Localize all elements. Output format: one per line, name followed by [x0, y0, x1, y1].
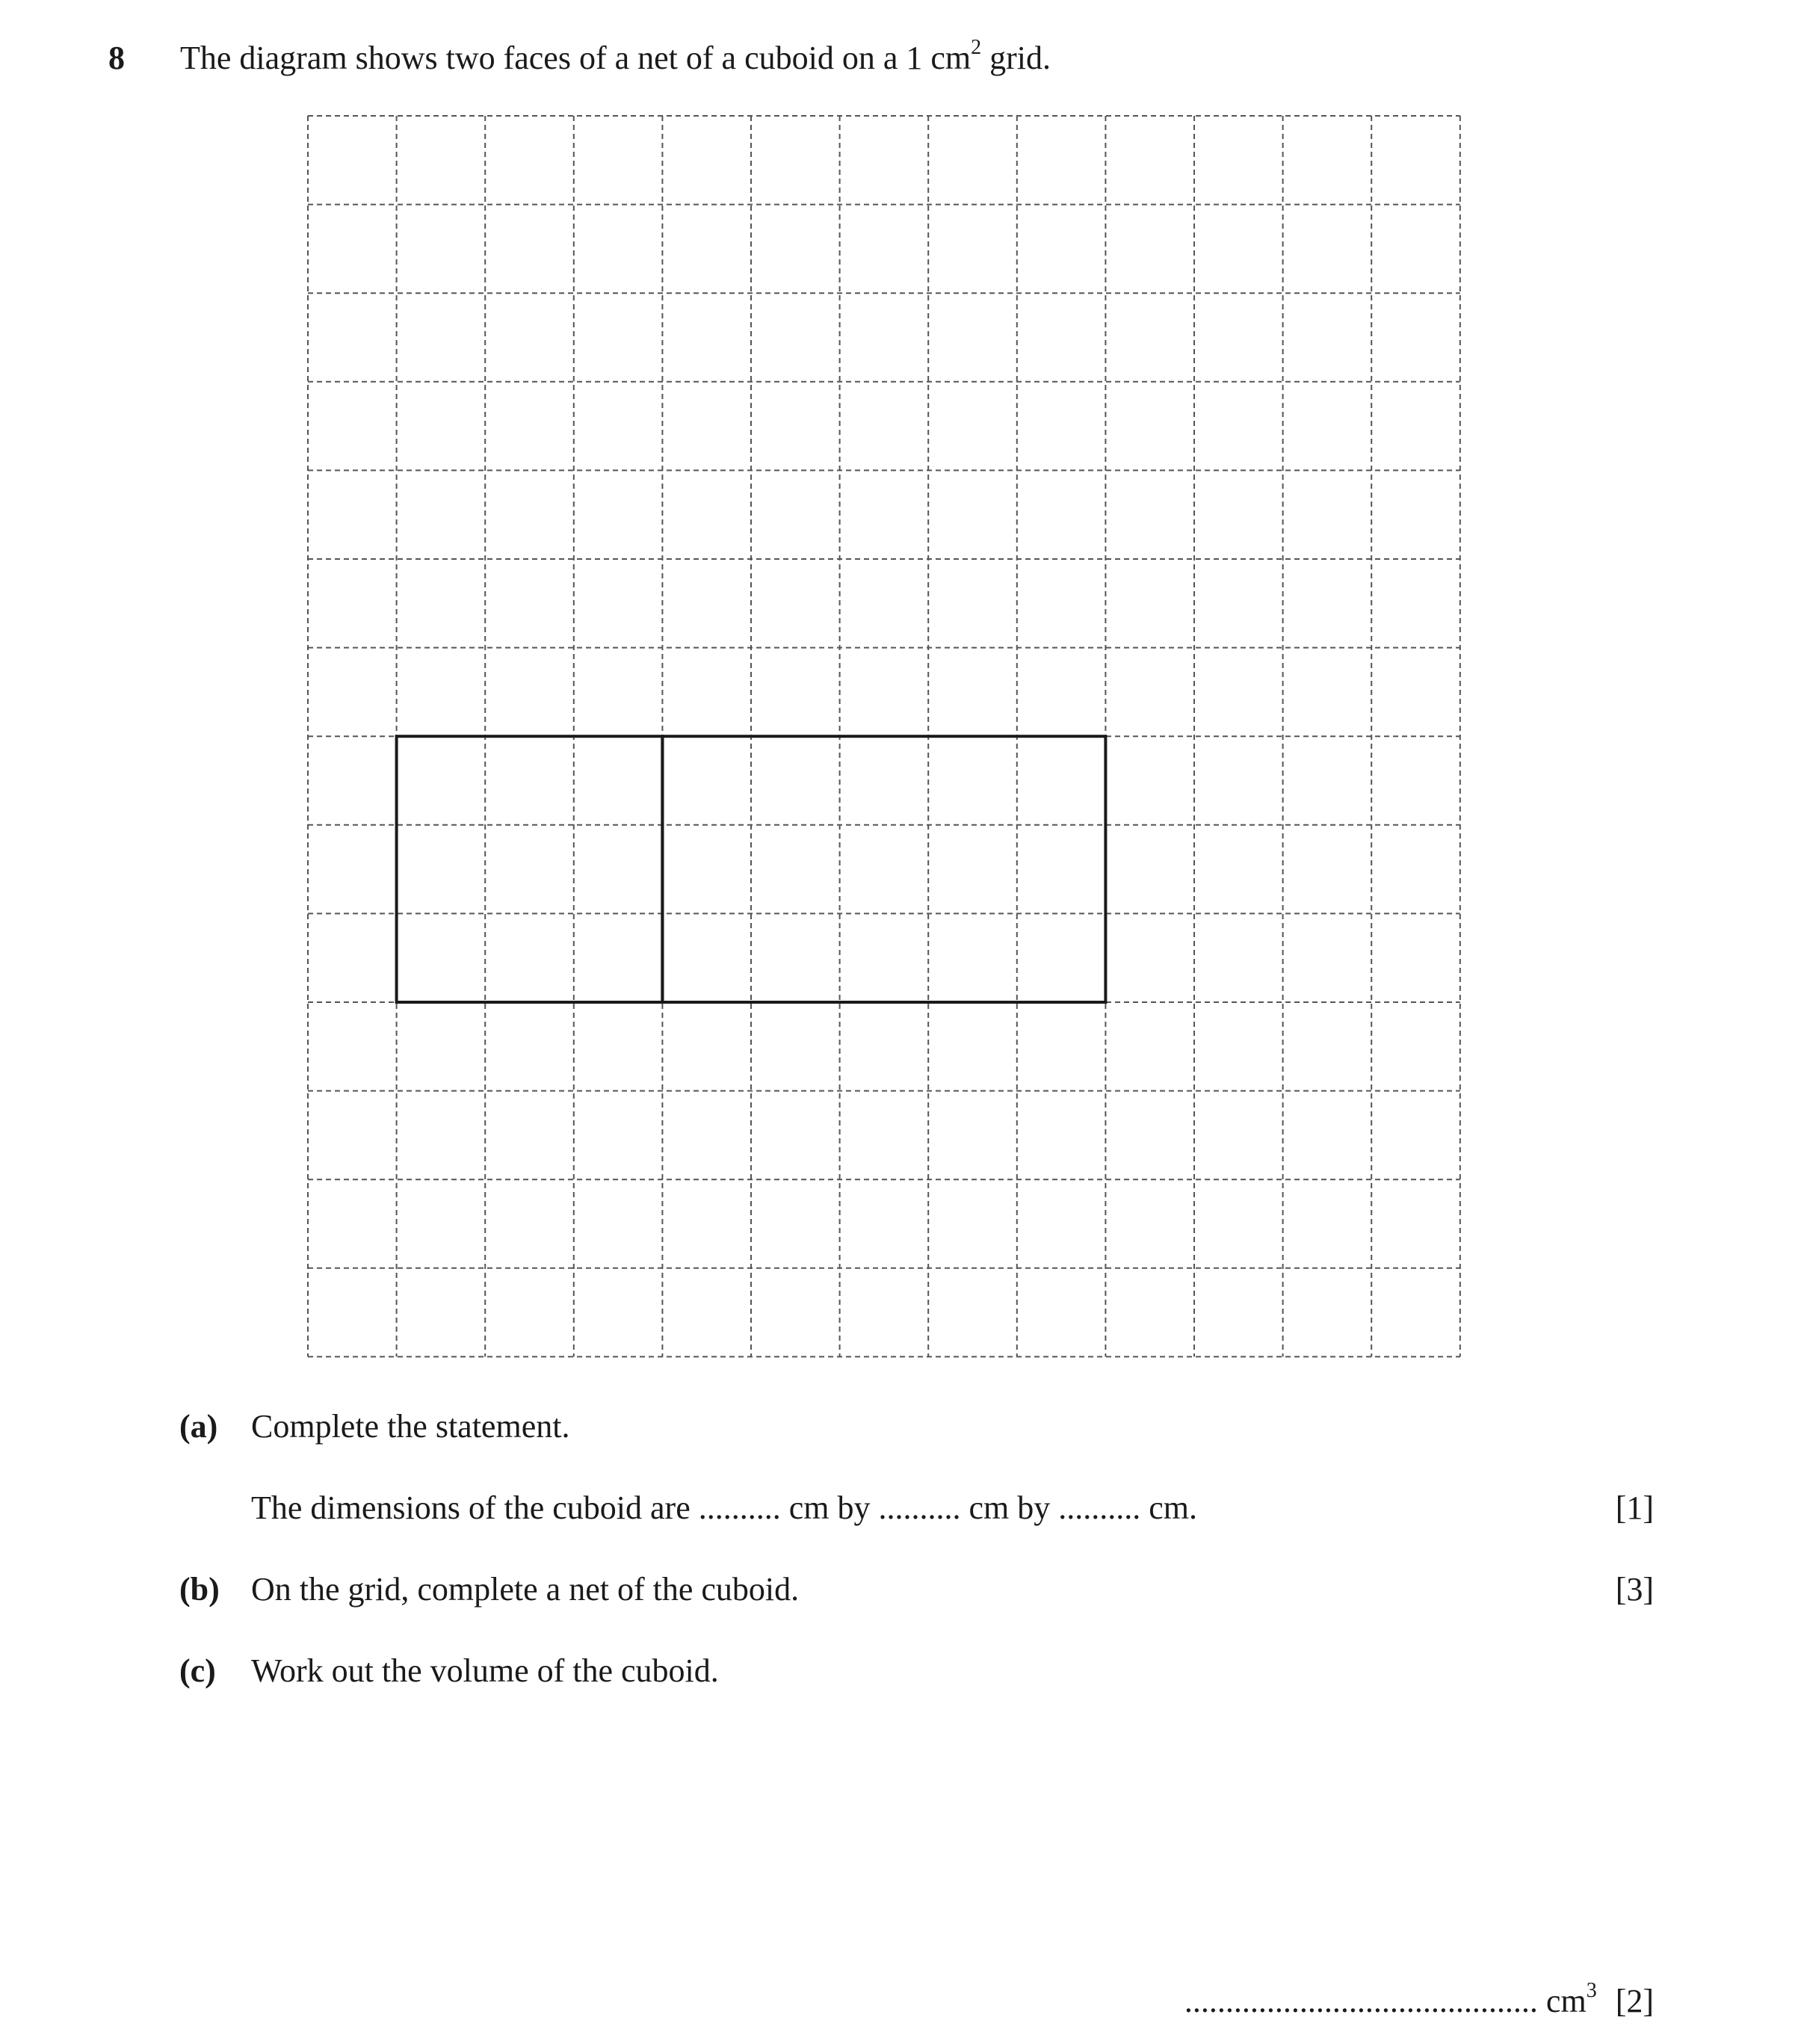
net-face-2	[662, 736, 1105, 1002]
part-a-label: (a)	[179, 1408, 218, 1445]
volume-answer-line[interactable]: ...........................................	[1184, 1983, 1538, 2019]
part-a-marks: [1]	[1615, 1489, 1654, 1526]
part-b-marks: [3]	[1615, 1571, 1654, 1608]
part-b-instruction: On the grid, complete a net of the cuboid.	[251, 1571, 800, 1608]
volume-unit-sup: 3	[1586, 1979, 1597, 2002]
stem-superscript: 2	[971, 36, 982, 59]
part-c-answer-row	[1184, 1979, 1654, 2019]
stem-text-end: grid.	[981, 40, 1051, 76]
part-a-statement[interactable]: The dimensions of the cuboid are .......... cm by .......... cm by .......... cm.	[251, 1489, 1197, 1526]
part-c-marks: [2]	[1615, 1983, 1654, 2019]
stem-text: The diagram shows two faces of a net of a cuboid on a 1 cm	[180, 40, 972, 76]
part-b-label: (b)	[179, 1571, 220, 1608]
part-c-instruction: Work out the volume of the cuboid.	[251, 1652, 719, 1689]
question-number: 8	[108, 40, 125, 76]
part-a-instruction: Complete the statement.	[251, 1408, 570, 1445]
part-c-label: (c)	[179, 1652, 216, 1689]
net-face-1	[397, 736, 663, 1002]
volume-unit: cm	[1545, 1983, 1587, 2019]
